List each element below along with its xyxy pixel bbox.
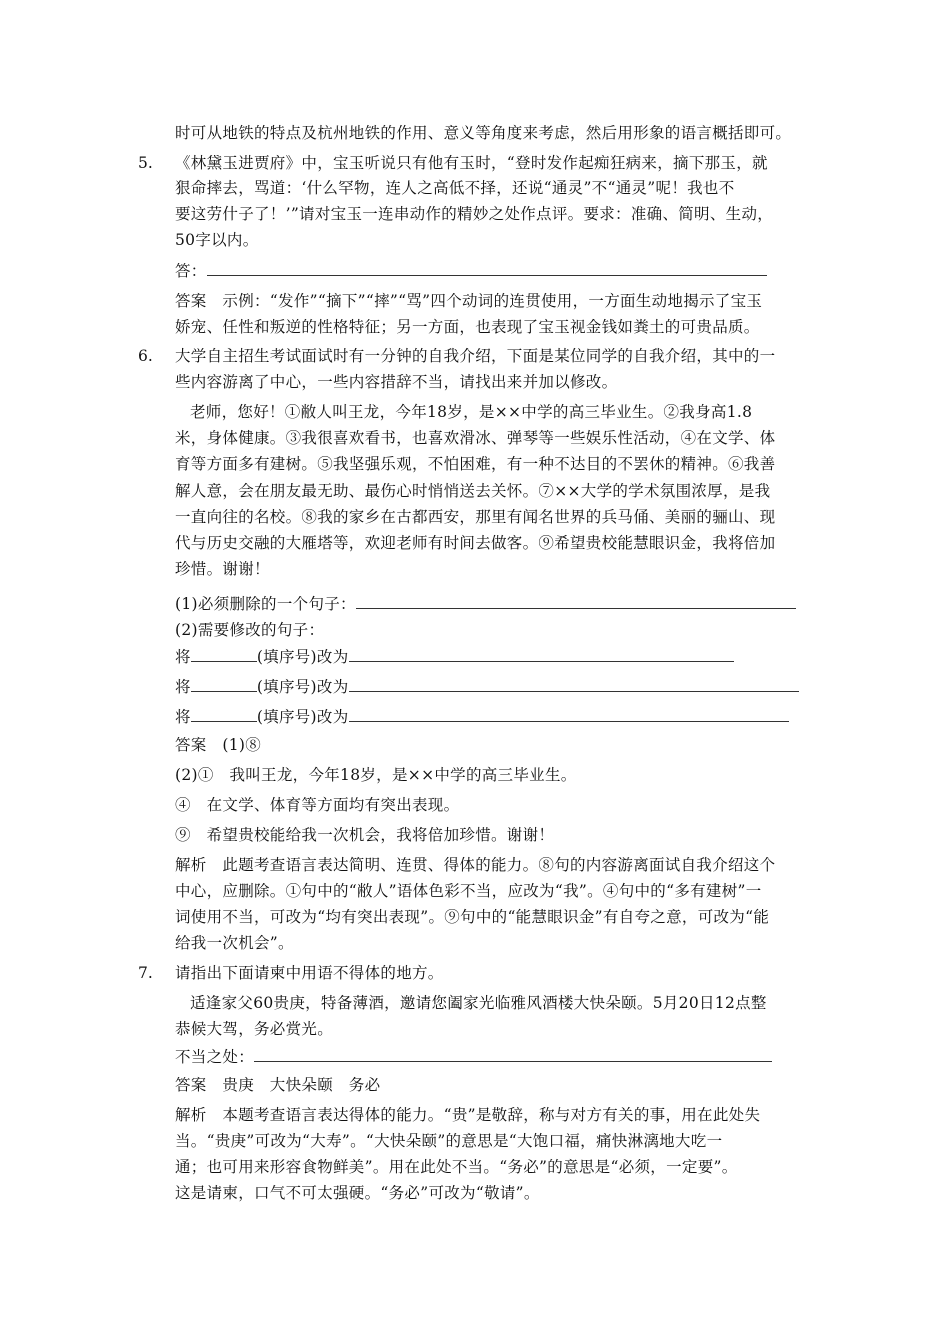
line-text: 解析 此题考查语言表达简明、连贯、得体的能力。⑧句的内容游离面试自我介绍这个 xyxy=(175,856,776,874)
text-line xyxy=(175,151,768,177)
text-line xyxy=(175,592,796,618)
question-number: 7. xyxy=(138,964,153,982)
text-line xyxy=(175,557,270,583)
line-text: 这是请柬，口气不可太强硬。“务必”可改为“敬请”。 xyxy=(175,1184,540,1202)
line-text: 适逢家父60贵庚，特备薄酒，邀请您阖家光临雅风酒楼大快朵颐。5月20日12点整 xyxy=(190,994,767,1012)
line-text: 一直向往的名校。⑧我的家乡在古都西安，那里有闻名世界的兵马俑、美丽的骊山、现 xyxy=(175,508,776,526)
line-text: 答案 (1)⑧ xyxy=(175,736,262,754)
line-text: 不当之处： xyxy=(175,1048,255,1066)
answer-blank[interactable] xyxy=(254,1046,772,1062)
text-line xyxy=(175,121,791,147)
text-line xyxy=(175,202,773,228)
answer-blank[interactable] xyxy=(349,646,734,662)
text-line xyxy=(175,905,769,931)
text-line xyxy=(175,823,554,849)
text-line xyxy=(175,344,775,370)
text-line xyxy=(175,733,261,759)
text-line xyxy=(175,853,775,879)
line-text: 通；也可用来形容食物鲜美”。用在此处不当。“务必”的意思是“必须，一定要”。 xyxy=(175,1158,738,1176)
text-line xyxy=(175,763,577,789)
text-line xyxy=(175,1103,760,1129)
line-mid-text: (填序号)改为 xyxy=(256,708,349,726)
line-text: 《林黛玉进贾府》中，宝玉听说只有他有玉时，“登时发作起痴狂病来，摘下那玉，就 xyxy=(175,154,768,172)
text-line xyxy=(175,1155,738,1181)
text-line xyxy=(175,479,770,505)
text-line xyxy=(175,1181,540,1207)
line-text: 答案 示例：“发作”“摘下”“摔”“骂”四个动词的连贯使用，一方面生动地揭示了宝玉 xyxy=(175,292,763,310)
text-line xyxy=(175,370,617,396)
line-text: 娇宠、任性和叛逆的性格特征；另一方面，也表现了宝玉视金钱如粪土的可贵品质。 xyxy=(175,318,760,336)
line-text: 将 xyxy=(175,648,191,666)
text-line xyxy=(175,618,324,644)
line-text: 答案 贵庚 大快朵颐 务必 xyxy=(175,1076,381,1094)
text-line xyxy=(190,991,767,1017)
answer-blank[interactable] xyxy=(349,706,789,722)
line-text: 50字以内。 xyxy=(175,231,259,249)
line-text: (1)必须删除的一个句子： xyxy=(175,595,356,613)
line-text: (2)① 我叫王龙，今年18岁，是××中学的高三毕业生。 xyxy=(175,766,577,784)
text-line xyxy=(175,675,799,701)
question-number: 6. xyxy=(138,347,153,365)
text-line xyxy=(175,793,459,819)
line-mid-text: (填序号)改为 xyxy=(256,648,349,666)
answer-blank[interactable] xyxy=(356,593,796,609)
line-text: ⑨ 希望贵校能给我一次机会，我将倍加珍惜。谢谢！ xyxy=(175,826,555,844)
line-text: 老师，您好！①敝人叫王龙，今年18岁，是××中学的高三毕业生。②我身高1.8 xyxy=(190,403,753,421)
text-line xyxy=(175,879,762,905)
number-blank[interactable] xyxy=(191,706,257,722)
line-text: 大学自主招生考试面试时有一分钟的自我介绍，下面是某位同学的自我介绍，其中的一 xyxy=(175,347,776,365)
line-text: 将 xyxy=(175,678,191,696)
line-text: 给我一次机会”。 xyxy=(175,934,294,952)
text-line xyxy=(175,1045,772,1071)
line-text: 恭候大驾，务必赏光。 xyxy=(175,1020,334,1038)
line-text: 将 xyxy=(175,708,191,726)
text-line xyxy=(175,1073,380,1099)
line-text: 些内容游离了中心，一些内容措辞不当，请找出来并加以修改。 xyxy=(175,373,618,391)
text-line xyxy=(175,705,789,731)
line-text: 当。“贵庚”可改为“大寿”。“大快朵颐”的意思是“大饱口福，痛快淋漓地大吃一 xyxy=(175,1132,723,1150)
text-line xyxy=(175,931,294,957)
text-line xyxy=(175,1017,333,1043)
text-line xyxy=(175,426,775,452)
line-text: 请指出下面请柬中用语不得体的地方。 xyxy=(175,964,444,982)
text-line xyxy=(175,531,775,557)
text-line xyxy=(175,176,735,202)
line-text: (2)需要修改的句子： xyxy=(175,621,325,639)
text-line xyxy=(190,400,752,426)
line-text: 时可从地铁的特点及杭州地铁的作用、意义等角度来考虑，然后用形象的语言概括即可。 xyxy=(175,124,792,142)
line-text: 中心，应删除。①句中的“敝人”语体色彩不当，应改为“我”。④句中的“多有建树”一 xyxy=(175,882,762,900)
line-text: 要这劳什子了！’”请对宝玉一连串动作的精妙之处作点评。要求：准确、简明、生动， xyxy=(175,205,774,223)
text-line xyxy=(175,645,734,671)
text-line xyxy=(175,452,775,478)
text-line xyxy=(175,228,259,254)
line-text: 米，身体健康。③我很喜欢看书，也喜欢滑冰、弹琴等一些娱乐性活动，④在文学、体 xyxy=(175,429,776,447)
text-line xyxy=(175,505,775,531)
line-text: 解析 本题考查语言表达得体的能力。“贵”是敬辞，称与对方有关的事，用在此处失 xyxy=(175,1106,761,1124)
line-text: 词使用不当，可改为“均有突出表现”。⑨句中的“能慧眼识金”有自夸之意，可改为“能 xyxy=(175,908,770,926)
text-line xyxy=(175,289,762,315)
number-blank[interactable] xyxy=(191,676,257,692)
line-text: 狠命摔去，骂道：‘什么罕物，连人之高低不择，还说“通灵”不“通灵”呢！我也不 xyxy=(175,179,735,197)
question-number: 5. xyxy=(138,154,153,172)
text-line xyxy=(175,315,760,341)
line-text: 珍惜。谢谢！ xyxy=(175,560,270,578)
text-line xyxy=(175,961,444,987)
number-blank[interactable] xyxy=(191,646,257,662)
line-mid-text: (填序号)改为 xyxy=(256,678,349,696)
line-text: 代与历史交融的大雁塔等，欢迎老师有时间去做客。⑨希望贵校能慧眼识金，我将倍加 xyxy=(175,534,776,552)
line-text: 育等方面多有建树。⑤我坚强乐观，不怕困难，有一种不达目的不罢休的精神。⑥我善 xyxy=(175,455,776,473)
line-text: 解人意，会在朋友最无助、最伤心时悄悄送去关怀。⑦××大学的学术氛围浓厚，是我 xyxy=(175,482,771,500)
text-line xyxy=(175,259,767,285)
answer-blank[interactable] xyxy=(207,260,767,276)
line-text: ④ 在文学、体育等方面均有突出表现。 xyxy=(175,796,460,814)
answer-blank[interactable] xyxy=(349,676,799,692)
line-text: 答： xyxy=(175,262,207,280)
text-line xyxy=(175,1129,722,1155)
